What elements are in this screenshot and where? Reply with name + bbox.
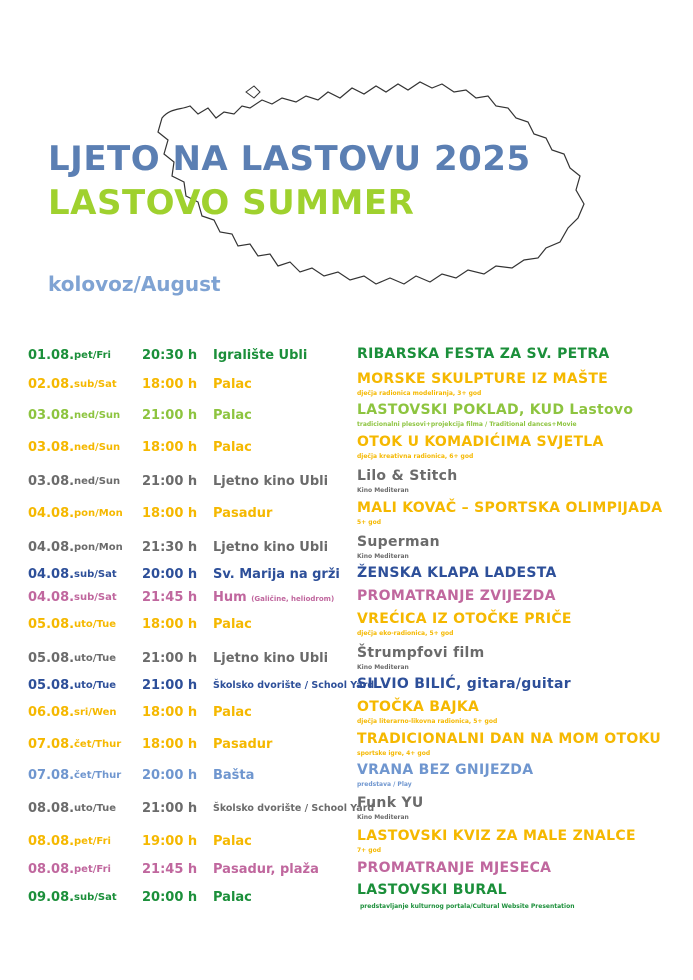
event-title: Superman (357, 534, 440, 550)
event-title: OTOČKA BAJKA (357, 699, 480, 715)
event-day: sub/Sat (74, 892, 117, 903)
event-place: Palac (213, 440, 252, 455)
event-place: Igralište Ubli (213, 348, 308, 363)
event-place: Školsko dvorište / School Yard (213, 680, 375, 691)
event-day: čet/Thur (74, 739, 122, 750)
event-time: 20:00 h (142, 768, 198, 783)
event-time: 18:00 h (142, 705, 198, 720)
event-note: dječja radionica modeliranja, 3+ god (357, 390, 482, 397)
event-date: 05.08. (28, 617, 75, 632)
event-note: predstavljanje kulturnog portala/Cultural Website Presentation (360, 903, 575, 910)
event-place-note: (Galičine, heliodrom) (251, 595, 335, 603)
event-date: 09.08. (28, 890, 75, 905)
event-place: Pasadur, plaža (213, 862, 319, 877)
event-note: dječja eko-radionica, 5+ god (357, 630, 454, 637)
event-place: Palac (213, 377, 252, 392)
event-place: Palac (213, 617, 252, 632)
event-title: Lilo & Stitch (357, 468, 458, 484)
event-date: 04.08. (28, 540, 75, 555)
event-date: 01.08. (28, 348, 75, 363)
event-time: 21:00 h (142, 651, 198, 666)
event-day: ned/Sun (74, 476, 121, 487)
event-title: OTOK U KOMADIĆIMA SVJETLA (357, 434, 604, 450)
event-day: uto/Tue (74, 619, 117, 630)
event-title: VRANA BEZ GNIJEZDA (357, 762, 534, 778)
event-day: sub/Sat (74, 379, 117, 390)
event-place: Ljetno kino Ubli (213, 540, 329, 555)
event-title: MORSKE SKULPTURE IZ MAŠTE (357, 371, 609, 387)
event-date: 07.08. (28, 737, 75, 752)
event-date: 08.08. (28, 801, 75, 816)
event-date: 08.08. (28, 834, 75, 849)
event-date: 03.08. (28, 408, 75, 423)
event-note: Kino Mediteran (357, 553, 409, 560)
event-place: Palac (213, 408, 252, 423)
event-place: Školsko dvorište / School Yard (213, 803, 375, 814)
month-label: kolovoz/August (48, 272, 221, 296)
event-note: Kino Mediteran (357, 664, 409, 671)
event-place: Pasadur (213, 506, 273, 521)
event-date: 04.08. (28, 506, 75, 521)
event-day: sri/Wen (74, 707, 117, 718)
page-subtitle: LASTOVO SUMMER (48, 183, 415, 223)
event-date: 04.08. (28, 567, 75, 582)
event-title: LASTOVSKI KVIZ ZA MALE ZNALCE (357, 828, 636, 844)
event-note: 7+ god (357, 847, 382, 854)
event-place: Sv. Marija na grži (213, 567, 340, 582)
event-day: pet/Fri (74, 350, 111, 361)
event-note: Kino Mediteran (357, 814, 409, 821)
event-place: Palac (213, 890, 252, 905)
event-date: 02.08. (28, 377, 75, 392)
event-note: Kino Mediteran (357, 487, 409, 494)
event-date: 06.08. (28, 705, 75, 720)
event-time: 21:30 h (142, 540, 198, 555)
event-title: ŽENSKA KLAPA LADESTA (357, 565, 557, 581)
event-day: čet/Thur (74, 770, 122, 781)
event-title: MALI KOVAČ – SPORTSKA OLIMPIJADA (357, 500, 663, 516)
event-place (213, 590, 334, 605)
event-time: 20:00 h (142, 890, 198, 905)
event-place: Ljetno kino Ubli (213, 651, 329, 666)
event-title: VREĆICA IZ OTOČKE PRIČE (357, 611, 572, 627)
event-time: 21:00 h (142, 474, 198, 489)
event-date: 03.08. (28, 474, 75, 489)
event-title: PROMATRANJE ZVIJEZDA (357, 588, 556, 604)
event-title: Funk YU (357, 795, 424, 811)
event-time: 21:00 h (142, 801, 198, 816)
event-time: 18:00 h (142, 617, 198, 632)
event-time: 20:00 h (142, 567, 198, 582)
event-time: 18:00 h (142, 377, 198, 392)
event-place-name: Hum (213, 590, 247, 605)
event-day: uto/Tue (74, 680, 117, 691)
event-day: pet/Fri (74, 836, 111, 847)
event-date: 03.08. (28, 440, 75, 455)
event-title: PROMATRANJE MJESECA (357, 860, 552, 876)
event-day: pet/Fri (74, 864, 111, 875)
event-title: RIBARSKA FESTA ZA SV. PETRA (357, 346, 610, 362)
event-date: 04.08. (28, 590, 75, 605)
event-date: 08.08. (28, 862, 75, 877)
event-time: 18:00 h (142, 440, 198, 455)
event-time: 21:45 h (142, 590, 198, 605)
event-day: ned/Sun (74, 442, 121, 453)
event-day: pon/Mon (74, 542, 123, 553)
event-note: predstava / Play (357, 781, 412, 788)
event-time: 21:45 h (142, 862, 198, 877)
page-title: LJETO NA LASTOVU 2025 (48, 139, 531, 179)
event-note: dječja literarno-likovna radionica, 5+ god (357, 718, 498, 725)
event-note: sportske igre, 4+ god (357, 750, 431, 757)
event-place: Palac (213, 834, 252, 849)
event-title: TRADICIONALNI DAN NA MOM OTOKU (357, 731, 662, 747)
event-day: ned/Sun (74, 410, 121, 421)
event-date: 07.08. (28, 768, 75, 783)
event-note: dječja kreativna radionica, 6+ god (357, 453, 474, 460)
event-note: tradicionalni plesovi+projekcija filma / Traditional dances+Movie (357, 421, 577, 428)
event-time: 19:00 h (142, 834, 198, 849)
event-day: pon/Mon (74, 508, 123, 519)
event-time: 18:00 h (142, 506, 198, 521)
event-place: Palac (213, 705, 252, 720)
event-title: SILVIO BILIĆ, gitara/guitar (357, 676, 571, 692)
event-title: Štrumpfovi film (357, 645, 485, 661)
event-day: uto/Tue (74, 803, 117, 814)
event-title: LASTOVSKI POKLAD, KUD Lastovo (357, 402, 634, 418)
event-date: 05.08. (28, 651, 75, 666)
event-day: sub/Sat (74, 592, 117, 603)
event-place: Bašta (213, 768, 255, 783)
event-place: Pasadur (213, 737, 273, 752)
event-time: 20:30 h (142, 348, 198, 363)
event-date: 05.08. (28, 678, 75, 693)
event-day: sub/Sat (74, 569, 117, 580)
event-title: LASTOVSKI BURAL (357, 882, 507, 898)
event-place: Ljetno kino Ubli (213, 474, 329, 489)
event-time: 21:00 h (142, 408, 198, 423)
event-time: 18:00 h (142, 737, 198, 752)
event-time: 21:00 h (142, 678, 198, 693)
event-day: uto/Tue (74, 653, 117, 664)
event-note: 5+ god (357, 519, 382, 526)
